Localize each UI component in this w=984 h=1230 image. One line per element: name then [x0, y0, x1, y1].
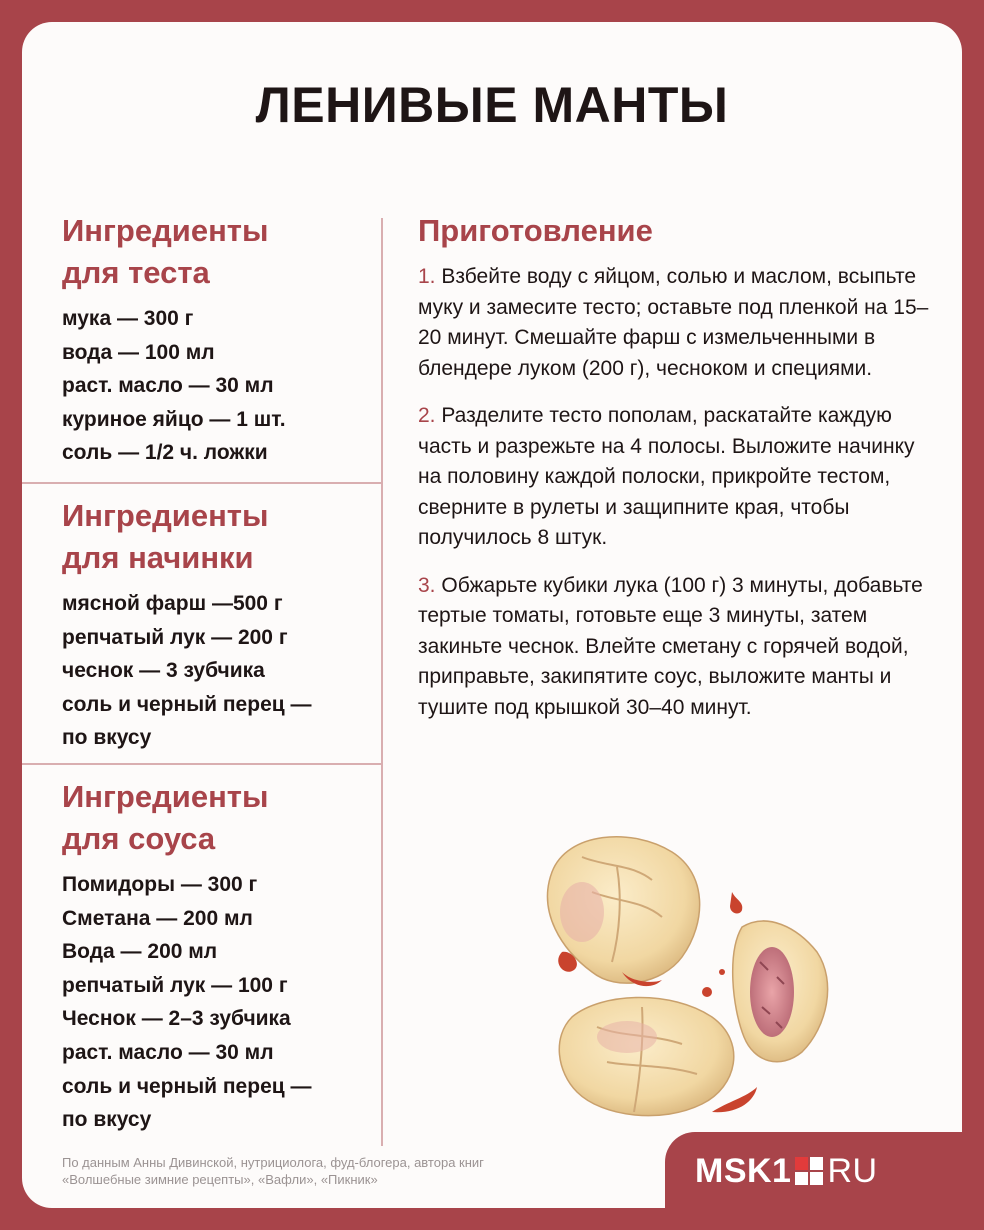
sauce-heading-line2: для соуса: [62, 821, 216, 856]
section-divider: [22, 763, 383, 765]
ingredient-item: соль и черный перец —: [62, 1074, 312, 1098]
ingredient-item: по вкусу: [62, 1108, 152, 1132]
ingredient-item: раст. масло — 30 мл: [62, 1040, 274, 1064]
sauce-heading-line1: Ингредиенты: [62, 779, 269, 814]
msk1-logo[interactable]: [695, 1151, 878, 1190]
dumpling-bottom: [559, 997, 734, 1115]
ingredient-item: мука — 300 г: [62, 307, 194, 330]
step-text: Разделите тесто пополам, раскатайте каждую часть и разрежьте на 4 полосы. Выложите начинку на половину каждой полоски, прикройте тестом, сверните в рулеты и защипните края, чтобы получилось 8 штук.: [418, 404, 915, 549]
logo-squares-icon: [795, 1157, 823, 1185]
ingredient-item: куриное яйцо — 1 шт.: [62, 407, 286, 431]
ingredient-item: репчатый лук — 100 г: [62, 973, 288, 997]
page-title: ЛЕНИВЫЕ МАНТЫ: [255, 77, 729, 133]
column-divider: [381, 218, 383, 1146]
step-text: Обжарьте кубики лука (100 г) 3 минуты, добавьте тертые томаты, готовьте еще 3 минуты, затем закиньте чеснок. Влейте сметану с горячей водой, приправьте, закипятите соус, выложите манты и тушите под крышкой 30–40 минут.: [418, 573, 923, 719]
preparation-heading: Приготовление: [418, 213, 653, 248]
source-line1: По данным Анны Дивинской, нутрициолога, фуд-блогера, автора книг: [62, 1155, 484, 1170]
ingredient-item: Чеснок — 2–3 зубчика: [62, 1007, 291, 1031]
sauce-ingredient-list: [62, 868, 362, 1137]
ingredient-item: чеснок — 3 зубчика: [62, 659, 265, 683]
dough-heading-line1: Ингредиенты: [62, 213, 269, 248]
section-divider: [22, 482, 383, 484]
logo-banner: [665, 1132, 984, 1230]
source-note: [62, 1154, 582, 1188]
preparation-step: [418, 401, 938, 554]
step-number: 1.: [418, 265, 436, 288]
logo-text-right: RU: [827, 1151, 878, 1190]
dough-ingredient-list: [62, 302, 362, 470]
step-number: 3.: [418, 573, 436, 597]
preparation-step: [418, 571, 938, 724]
filling-heading-line1: Ингредиенты: [62, 498, 269, 533]
ingredient-item: Помидоры — 300 г: [62, 873, 258, 896]
ingredient-item: соль — 1/2 ч. ложки: [62, 441, 268, 465]
preparation-section: [418, 210, 938, 740]
ingredient-item: мясной фарш —500 г: [62, 592, 283, 615]
manti-dumplings-illustration: [522, 812, 842, 1132]
ingredient-item: раст. масло — 30 мл: [62, 374, 274, 398]
ingredient-item: вода — 100 мл: [62, 340, 215, 364]
sauce-section: [62, 776, 362, 1137]
ingredient-item: репчатый лук — 200 г: [62, 625, 288, 649]
filling-heading-line2: для начинки: [62, 540, 254, 575]
preparation-step: [418, 262, 938, 384]
dough-heading-line2: для теста: [62, 255, 210, 290]
step-text: Взбейте воду с яйцом, солью и маслом, всыпьте муку и замесите тесто; оставьте под пленкой на 15–20 минут. Смешайте фарш с измельченными в блендере луком (200 г), чесноком и специями.: [418, 265, 929, 380]
recipe-card: [22, 22, 962, 1208]
dough-heading: [62, 210, 362, 294]
ingredient-item: Вода — 200 мл: [62, 940, 218, 964]
ingredient-item: по вкусу: [62, 726, 152, 750]
ingredient-item: Сметана — 200 мл: [62, 906, 253, 930]
dough-section: [62, 210, 362, 470]
source-line2: «Волшебные зимние рецепты», «Вафли», «Пикник»: [62, 1172, 378, 1187]
filling-ingredient-list: [62, 587, 362, 755]
step-number: 2.: [418, 404, 436, 427]
filling-heading: [62, 495, 362, 579]
dumpling-open: [733, 921, 828, 1062]
sauce-heading: [62, 776, 362, 860]
ingredient-item: соль и черный перец —: [62, 692, 312, 716]
logo-text-left: MSK1: [695, 1151, 792, 1190]
filling-section: [62, 495, 362, 755]
